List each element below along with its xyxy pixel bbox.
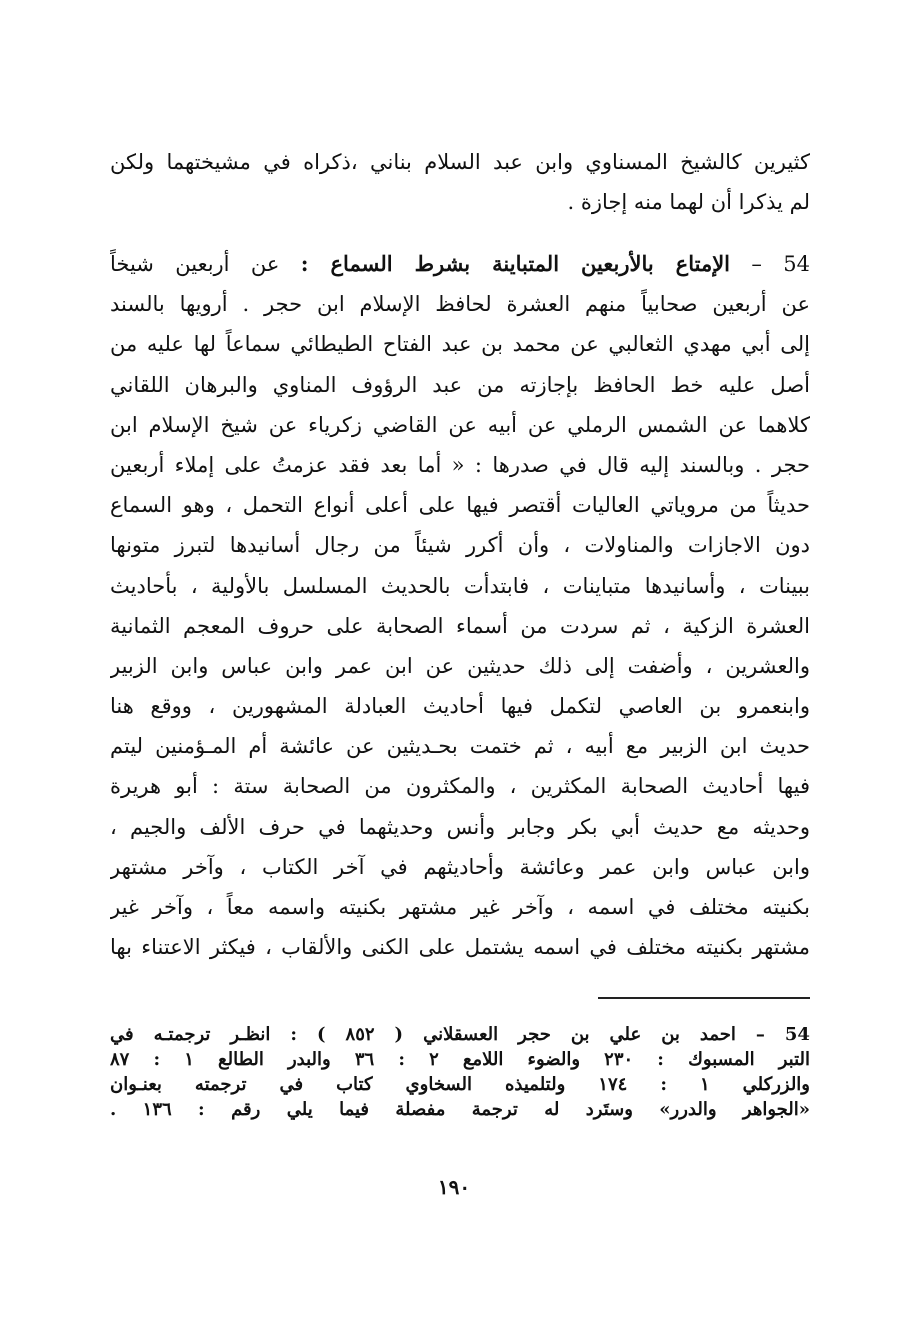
footnote-first-text: احمد بن علي بن حجر العسقلاني ( ٨٥٢ ) : انظـر ترجمتـه في xyxy=(110,1024,736,1045)
entry-title: الإمتاع بالأربعين المتباينة بشرط السماع : xyxy=(300,251,731,276)
text-line: كلاهما عن الشمس الرملي عن أبيه عن القاضي زكرياء عن شيخ الإسلام ابن xyxy=(110,412,810,437)
footnote-separator xyxy=(598,997,810,999)
text-line: والعشرين ، وأضفت إلى ذلك حديثين عن ابن عمر وابن عباس وابن الزبير xyxy=(110,653,810,678)
text-line: لم يذكرا أن لهما منه إجازة . xyxy=(567,190,810,214)
intro-paragraph xyxy=(110,142,810,222)
text-line: مشتهر بكنيته مختلف في اسمه يشتمل على الكنى والألقاب ، فيكثر الاعتناء بها xyxy=(110,935,810,960)
text-line: بكنيته مختلف في اسمه ، وآخر غير مشتهر بكنيته واسمه معاً ، وآخر غير xyxy=(110,895,810,919)
text-line: العشرة الزكية ، ثم سردت من أسماء الصحابة على حروف المعجم الثمانية xyxy=(110,613,810,638)
page-number: ١٩٠ xyxy=(437,1175,471,1199)
text-line: دون الاجازات والمناولات ، وأن أكرر شيئاً من رجال أسانيدها لتبرز متونها xyxy=(110,533,810,558)
footnote-line: والزركلي ١ : ١٧٤ ولتلميذه السخاوي كتاب في ترجمته بعنـوان xyxy=(110,1074,810,1095)
text-line: كثيرين كالشيخ المسناوي وابن عبد السلام بناني ،ذكراه في مشيختهما ولكن xyxy=(110,150,810,174)
text-line: حديثاً من مروياتي العاليات أقتصر فيها على أعلى أنواع التحمل ، وهو السماع xyxy=(110,493,810,518)
text-line: ببينات ، وأسانيدها متباينات ، فابتدأت بالحديث المسلسل بالأولية ، بأحاديث xyxy=(110,573,810,598)
text-line: حجر . وبالسند إليه قال في صدرها : « أما بعد فقد عزمتُ على إملاء أربعين xyxy=(110,452,810,477)
text-line: وحديثه مع حديث أبي بكر وجابر وأنس وحديثهما في حرف الألف والجيم ، xyxy=(110,814,810,839)
entry-number: 54 xyxy=(783,252,810,276)
footnote-number: 54 xyxy=(784,1024,810,1045)
entry-54-paragraph xyxy=(110,244,810,967)
text-line: فيها أحاديث الصحابة المكثرين ، والمكثرون من الصحابة ستة : أبو هريرة xyxy=(110,774,810,799)
footnote-54 xyxy=(110,1022,810,1122)
text-line: وابن عباس وابن عمر وعائشة وأحاديثهم في آخر الكتاب ، وآخر مشتهر xyxy=(110,854,810,879)
text-line: حديث ابن الزبير مع أبيه ، ثم ختمت بحـديثين عن عائشة أم المـؤمنين ليتم xyxy=(110,734,810,759)
entry-heading-rest: عن أربعين شيخاً xyxy=(110,252,280,276)
footnote-first-line xyxy=(110,1022,810,1047)
text-line: أصل عليه خط الحافظ بإجازته من عبد الرؤوف المناوي والبرهان اللقاني xyxy=(110,372,810,397)
footnote-dash: – xyxy=(755,1024,765,1045)
entry-heading-line xyxy=(110,244,810,284)
footnote-line: التبر المسبوك : ٢٣٠ والضوء اللامع ٢ : ٣٦ والبدر الطالع ١ : ٨٧ xyxy=(110,1049,810,1070)
text-line: وابنعمرو بن العاصي لتكمل فيها أحاديث العبادلة المشهورين ، ووقع هنا xyxy=(110,694,810,719)
footnote-line: «الجواهر والدرر» وستَرد له ترجمة مفصلة فيما يلي رقم : ١٣٦ . xyxy=(110,1099,810,1120)
entry-dash: – xyxy=(751,252,762,276)
text-line: إلى أبي مهدي الثعالبي عن محمد بن عبد الفتاح الطيطائي سماعاً لها عليه من xyxy=(110,332,810,357)
text-line: عن أربعين صحابياً منهم العشرة لحافظ الإسلام ابن حجر . أرويها بالسند xyxy=(110,292,810,317)
